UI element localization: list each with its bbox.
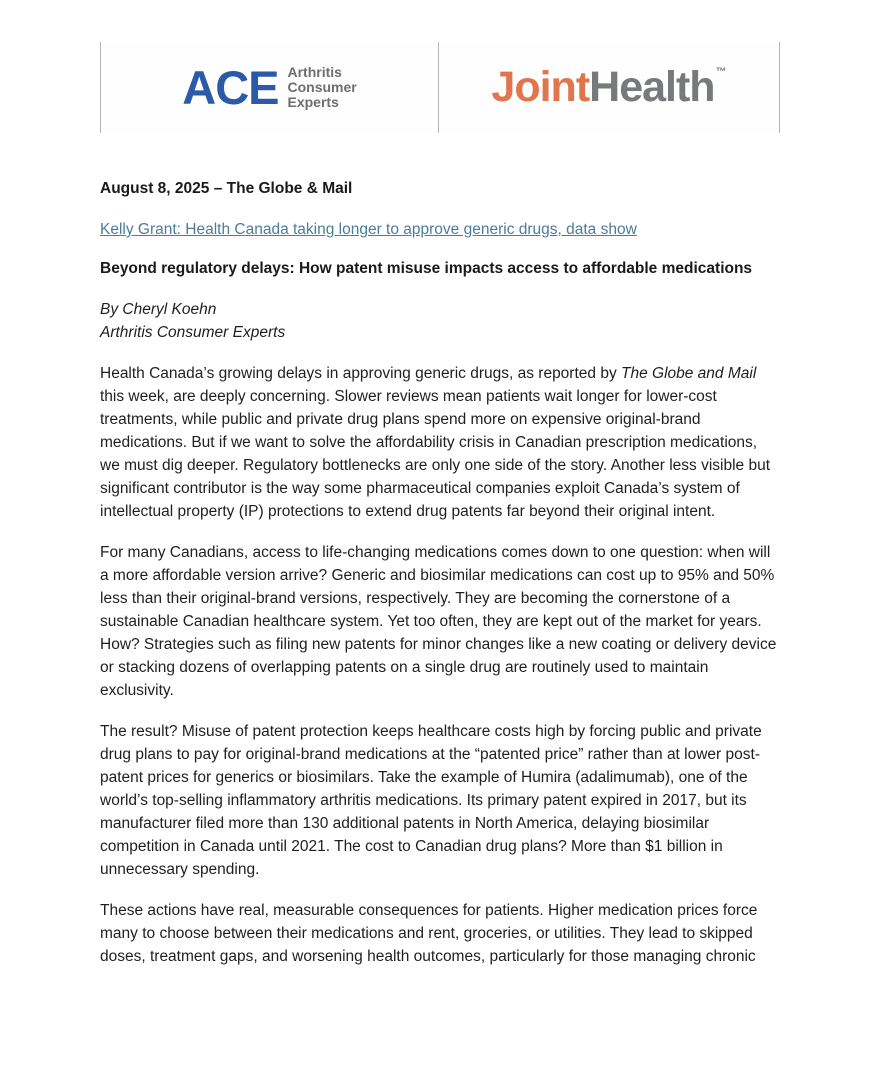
- jointhealth-logo: [438, 42, 779, 133]
- ace-logo-line-2: Consumer: [287, 79, 357, 95]
- paragraph-text: this week, are deeply concerning. Slower reviews mean patients wait longer for lower-cost treatments, while public and private drug plans spend more on expensive original-brand medications. But if we want to solve the affordability crisis in Canadian prescription medications, we must dig deeper. Regulatory bottlenecks are only one side of the story. Another less visible but significant contributor is the way some pharmaceutical companies exploit Canada’s system of intellectual property (IP) protections to extend drug patents far beyond their original intent.: [100, 388, 771, 520]
- ace-logo: [101, 42, 438, 133]
- article-paragraph: [100, 720, 780, 881]
- jointhealth-joint-text: Joint: [491, 63, 590, 111]
- paragraph-text: For many Canadians, access to life-changing medications comes down to one question: when will a more affordable version arrive? Generic and biosimilar medications can cost up to 95% and 50% less than their original-brand versions, respectively. They are becoming the cornerstone of a sustainable Canadian healthcare system. Yet too often, they are kept out of the market for years. How? Strategies such as filing new patents for minor changes like a new coating or delivery device or stacking dozens of overlapping patents on a single drug are routinely used to maintain exclusivity.: [100, 544, 777, 699]
- byline: [100, 298, 780, 344]
- article-link-line: [100, 218, 780, 241]
- logo-header: [100, 42, 780, 133]
- document-page: [0, 42, 883, 1066]
- article-paragraph: [100, 541, 780, 702]
- article-paragraph: [100, 899, 780, 968]
- ace-logo-wordmark: [288, 65, 357, 110]
- jointhealth-health-text: Health: [589, 63, 715, 111]
- ace-logo-line-1: Arthritis: [287, 64, 342, 80]
- article-link[interactable]: Kelly Grant: Health Canada taking longer to approve generic drugs, data show: [100, 221, 637, 238]
- ace-logo-inner: [182, 61, 357, 114]
- byline-organization: Arthritis Consumer Experts: [100, 324, 286, 341]
- article-paragraphs: [100, 362, 780, 968]
- byline-author: By Cheryl Koehn: [100, 301, 217, 318]
- dateline: August 8, 2025 – The Globe & Mail: [100, 180, 353, 197]
- paragraph-text: These actions have real, measurable consequences for patients. Higher medication prices force many to choose between their medications and rent, groceries, or utilities. They lead to skipped doses, treatment gaps, and worsening health outcomes, particularly for those managing chronic: [100, 902, 758, 965]
- trademark-symbol: ™: [715, 66, 727, 78]
- jointhealth-wordmark: [491, 63, 727, 111]
- article-headline: Beyond regulatory delays: How patent misuse impacts access to affordable medications: [100, 260, 753, 277]
- italic-text: The Globe and Mail: [621, 365, 757, 382]
- article-body: [100, 177, 780, 968]
- ace-logo-acronym: ACE: [182, 61, 279, 114]
- ace-logo-line-3: Experts: [287, 94, 339, 110]
- paragraph-text: The result? Misuse of patent protection keeps healthcare costs high by forcing public and private drug plans to pay for original-brand medications at the “patented price” rather than at lower post-patent prices for generics or biosimilars. Take the example of Humira (adalimumab), one of the world’s top-selling inflammatory arthritis medications. Its primary patent expired in 2017, but its manufacturer filed more than 130 additional patents in North America, delaying biosimilar competition in Canada until 2021. The cost to Canadian drug plans? More than $1 billion in unnecessary spending.: [100, 723, 762, 878]
- article-paragraph: [100, 362, 780, 523]
- paragraph-text: Health Canada’s growing delays in approving generic drugs, as reported by: [100, 365, 621, 382]
